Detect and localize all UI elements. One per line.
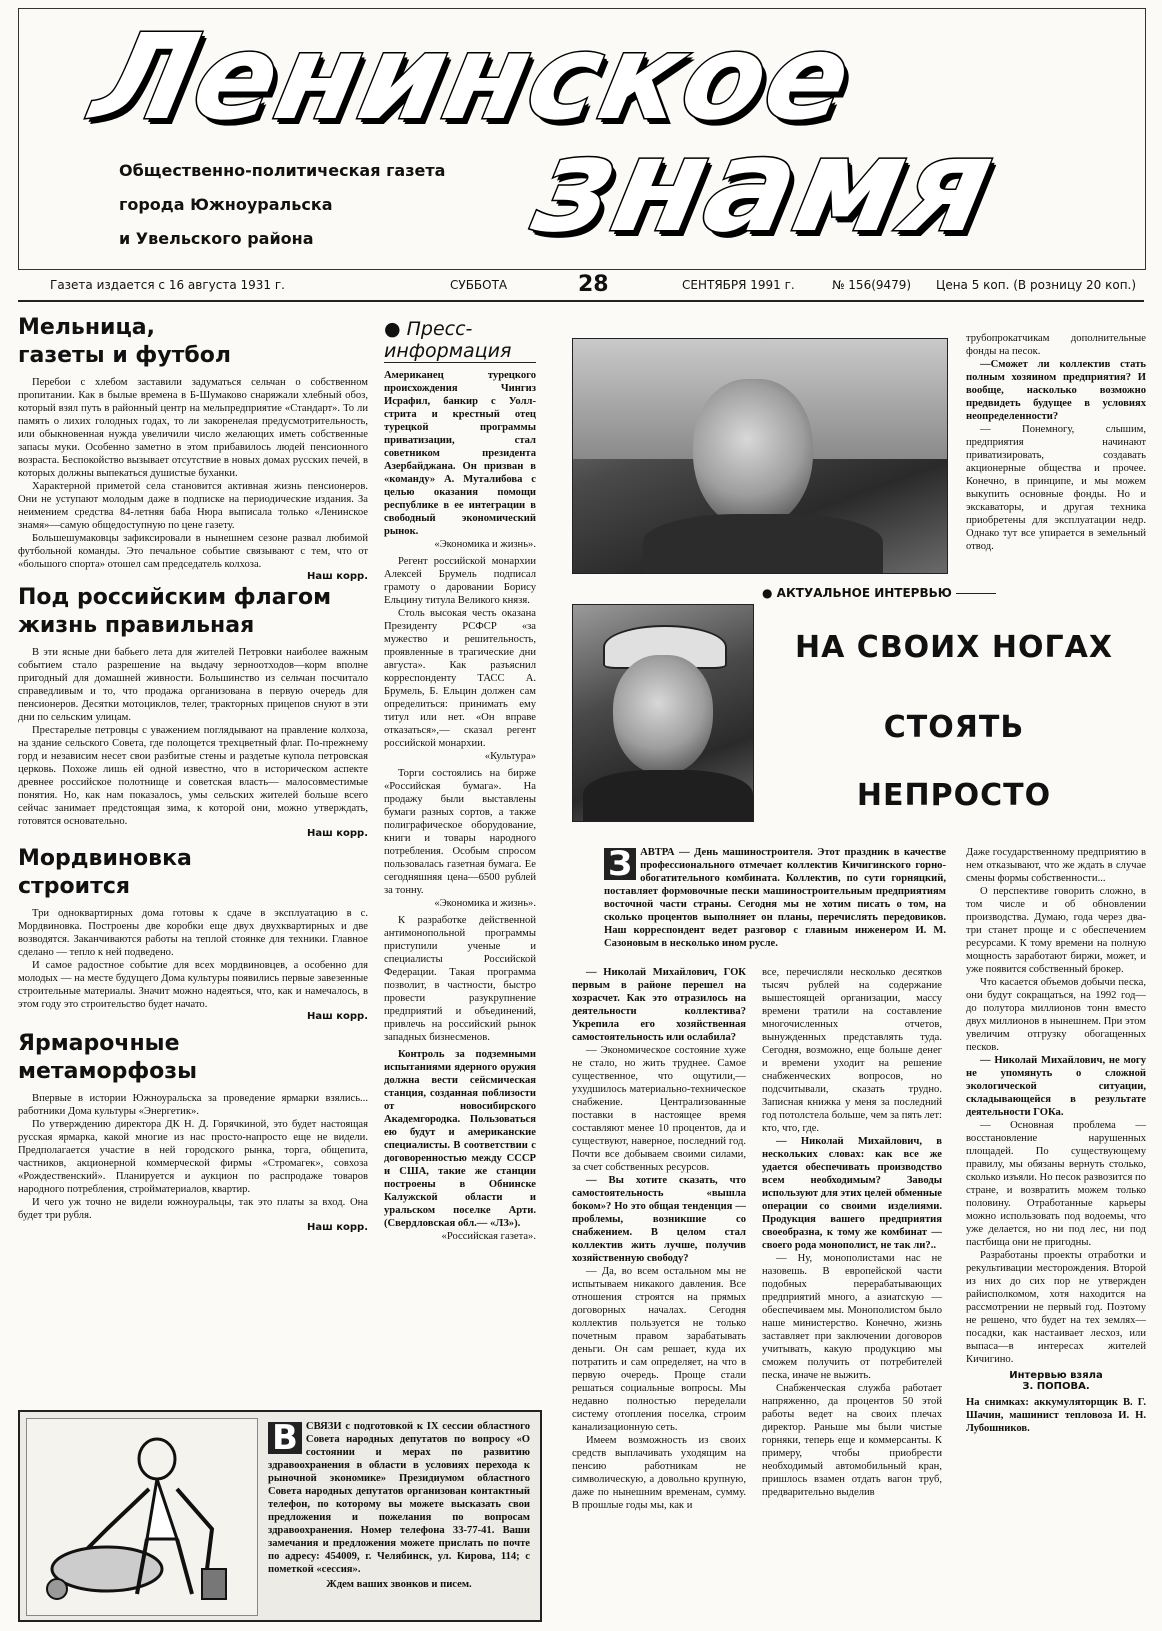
cartoon-illustration (26, 1418, 258, 1616)
interview-answer: — Понемногу, слышим, предприятия начинают приватизировать, создавать акционерные общества и прочее. Конечно, в принципе, и мы можем выкупить основные фонды. Но и экскаваторы, и другая техника приобретены для эксплуатации недр. Однако тут все упирается в земельный отвод. (966, 424, 1146, 552)
interview-question: — Николай Михайлович, ГОК первым в районе перешел на хозрасчет. Как это отразилось на деятельности коллектива? Укрепила его хозяйственная самостоятельность или ослабила? (572, 967, 746, 1043)
article-2-title-line-2: жизнь правильная (18, 613, 255, 638)
dateline-weekday: СУББОТА (450, 278, 508, 292)
interview-rubric: ● АКТУАЛЬНОЕ ИНТЕРВЬЮ (762, 586, 1146, 602)
article-2-signature: Наш корр. (307, 828, 368, 839)
subtitle-1: Общественно-политическая газета (119, 161, 446, 180)
notice-text: В СВЯЗИ с подготовкой к IX сессии областного Совета народных депутатов по вопросу «О состоянии и мерах по развитию здравоохранения в области в условиях перехода к рыночной экономике» Президиумом областного Совета народных депутатов организован контактный телефон, по которому вы можете высказать свои предложения и пожелания по вопросам здравоохранения. Номер телефона 33-77-41. Ваши замечания и предложения можете прислать по почте по адресу: 454009, г. Челябинск, ул. Кирова, 114; с пометкой «сессия». (268, 1418, 530, 1575)
dateline-month-year: СЕНТЯБРЯ 1991 г. (682, 278, 795, 292)
interview-author-name: З. ПОПОВА. (1022, 1381, 1090, 1392)
notice-closing: Ждем ваших звонков и писем. (326, 1579, 472, 1590)
interview-question: —Сможет ли коллектив стать полным хозяином предприятия? И вообще, насколько возможно предвидеть будущее в условиях неопределенности? (966, 359, 1146, 422)
interview-lead (604, 846, 946, 950)
press-item: Торги состоялись на бирже «Российская бумага». На продажу были выставлены бумаги разных сортов, а также полиграфическое оборудование, книги и товары народного потребления. Особым спросом пользовалась газетная бумага. Ее сегодняшняя цена—6500 рублей за тонну. (384, 768, 536, 896)
notice-text-block (268, 1420, 530, 1591)
interview-answer: — Экономическое состояние хуже не стало, но жить труднее. Самое существенное, что ощутили,— ухудшилось материально-техническое снабжение. Централизованные поставки в настоящее время составляют менее 10 процентов, да и существуют, наверное, последний год. Почти все добываем своими силами, за счет собственных ресурсов. (572, 1045, 746, 1173)
article-4-title-line-1: Ярмарочные (18, 1031, 180, 1056)
interview-top-right (966, 332, 1146, 553)
worker-2-face (613, 655, 713, 775)
column-press-info (384, 318, 536, 1243)
worker-2-shoulders (583, 770, 753, 822)
photo-worker-2 (572, 604, 754, 822)
dateline-issue: № 156(9479) (832, 278, 912, 292)
interview-text: трубопрокатчикам дополнительные фонды на песок. (966, 333, 1146, 357)
article-3-paragraph: И самое радостное событие для всех мордвиновцев, а особенно для молодых — на месте будущего Дома культуры появились первые завезенные строительные материалы. Значит можно надеяться, что, как и намечалось, в этом году это строительство будет начато. (18, 960, 368, 1010)
logo-line-2: знамя (522, 109, 1008, 261)
press-rubric-line-2: информация (384, 340, 536, 363)
interview-answer: Снабженческая служба работает напряженно, да процентов 50 этой работы ведет на своих плечах директор. Раньше мы были чистые горняки, теперь еще и коммерсанты. К примеру, чтобы приобрести необходимый автомобильный кран, пришлось взамен отдать вагон труб, предварительно выделив (762, 1383, 942, 1498)
article-3-title-line-1: Мордвиновка (18, 846, 192, 871)
cartoon-illustration-drawing (27, 1419, 257, 1615)
interview-question: — Вы хотите сказать, что самостоятельность «вышла боком»? Но это общая тенденция — проблемы, возникшие со снабжением. В целом стал коллектив жить лучше, получив хозяйственную свободу? (572, 1175, 746, 1264)
interview-author-label: Интервью взяла (1009, 1370, 1103, 1381)
worker-1-face (693, 379, 813, 529)
article-4-signature: Наш корр. (307, 1222, 368, 1233)
press-item: К разработке действенной антимонопольной программы приступили ученые и специалисты Российской Федерации. Такая программа позволит, в частности, быстро провести разукрупнение предприятий и объединений, привлечь на российский рынок западных бизнесменов. (384, 915, 536, 1043)
interview-answer: — Основная проблема — восстановление нарушенных площадей. По существующему правилу, мы обязаны вернуть столько, сколько изъяли. Но песок развозится по стране, и возвратить можем только половину. Отработанные карьеры можно использовать под водоемы, что уже делается, но ни под лес, ни под пастбища они не пригодны. (966, 1120, 1146, 1248)
press-source: «Экономика и жизнь». (434, 898, 536, 909)
interview-question: — Николай Михайлович, не могу не упомянуть о сложной экологической ситуации, складывающейся в результате деятельности ГОКа. (966, 1055, 1146, 1118)
interview-column-3 (966, 846, 1146, 1435)
article-1-title-line-2: газеты и футбол (18, 343, 231, 368)
article-1-signature: Наш корр. (307, 571, 368, 582)
article-1-title-line-1: Мельница, (18, 315, 155, 340)
press-rubric-line-1: ● Пресс- (384, 318, 473, 340)
press-item: Регент российской монархии Алексей Брумель подписал грамоту о даровании Борису Ельцину титула Великого князя. (384, 556, 536, 606)
headline-line-1: НА СВОИХ НОГАХ (795, 630, 1113, 665)
subtitle-3: и Увельского района (119, 229, 314, 248)
article-2-paragraph: В эти ясные дни бабьего лета для жителей Петровки наиболее важным событием стало разрешение на выдачу зерноотходов—корм вполне пригодный для домашней живности. Большинство из сельчан посчитало справедливым и то, что продажа организована в первую очередь для пенсионеров. Десятки мотоциклов, телег, тракторных прицепов снуют в эти дни по сельским улицам. (18, 647, 368, 723)
article-2-title-line-1: Под российским флагом (18, 585, 332, 610)
subtitle-2: города Южноуральска (119, 195, 333, 214)
article-4-paragraph: И чего уж точно не видели южноуральцы, так это платы за вход. Она будет три рубля. (18, 1197, 368, 1221)
press-item: Американец турецкого происхождения Чингиз Исрафил, банкир с Уолл-стрита и крестный отец турецкой программы приватизации, стал советником президента Азербайджана. Он призван в «команду» А. Муталибова с целью оказания помощи республике в ее интеграции в свободный экономический рынок. (384, 370, 536, 537)
press-item: Столь высокая честь оказана Президенту РСФСР «за мужество и решительность, проявленные в трагические дни августа». Как разъяснил корреспонденту ТАСС А. Брумель, Б. Ельцин должен сам определиться: принимать ему титул или нет. «Он вправе отказаться»,— сказал регент российской монархии. (384, 608, 536, 749)
article-1-paragraph: Большешумаковцы зафиксировали в нынешнем сезоне развал любимой футбольной команды. Это печальное событие связывают с тем, что от «большого спорта» отошел сам председатель колхоза. (18, 533, 368, 570)
dateline (18, 272, 1144, 302)
interview-answer: — Да, во всем остальном мы не испытываем никакого давления. Все отношения строятся на прямых договорных началах. Сегодня коллектив пользуется не только почетным правом зарабатывать деньги. Он сам решает, куда их потратить и сам определяет, на что в первую очередь. Проще стали решаться социальные вопросы. Мы недавно полностью переделали систему отопления поселка, строим канализационную сеть. (572, 1266, 746, 1433)
photo-caption: На снимках: аккумуляторщик В. Г. Шачин, машинист тепловоза И. Н. Лубошников. (966, 1397, 1146, 1434)
notice-box (18, 1410, 542, 1622)
article-1-paragraph: Характерной приметой села становится активная жизнь пенсионеров. Они не уступают молодым даже в подписке на периодические издания. За неимением средства 84-летняя баба Нюра выписала только «Ленинское знамя»—самую общедоступную по цене газету. (18, 481, 368, 531)
masthead (18, 8, 1146, 270)
article-4-paragraph: По утверждению директора ДК Н. Д. Горячкиной, это будет настоящая русская ярмарка, какой многие из нас просто-напросто еще не видели. Предполагается участие в ней городского рынка, торга, общепита, частников, акционерной коммерческой фирмы «Стромагек», совхоза «Рождественский». Планируется и аукцион по распродаже товаров народного потребления, стройматериалов, квартир. (18, 1119, 368, 1195)
press-item: Контроль за подземными испытаниями ядерного оружия должна вести сейсмическая станция, созданная поблизости от новосибирского Академгородка. Пользоваться ею будут и американские специалисты. В соответствии с договоренностью между СССР и США, такие же станции построены в Обнинске Калужской области и уральском поселке Арти. (Свердловская обл.— «ЛЗ»). (384, 1049, 536, 1229)
column-local-news (18, 314, 368, 1233)
headline-line-2: СТОЯТЬ (883, 710, 1025, 745)
photo-worker-1 (572, 338, 948, 574)
dateline-since: Газета издается с 16 августа 1931 г. (50, 278, 285, 292)
dateline-price: Цена 5 коп. (В розницу 20 коп.) (936, 278, 1137, 292)
interview-column-1 (572, 966, 746, 1512)
logo-line-1: Ленинское (82, 8, 865, 146)
press-source: «Экономика и жизнь». (434, 539, 536, 550)
article-2-paragraph: Престарелые петровцы с уважением поглядывают на правление колхоза, на здание сельского Совета, где полощется трехцветный флаг. По-прежнему горд и независим несет свои разбитые стены и раздетые купола петровская церковь. Похоже лишь ей одной известно, что в историческом аспекте древнее российское полотнище и советская власть— малосовместимые понятия. Но, как нам показалось, умы сельских жителей больше всего сейчас занимает предстоящая зима, к которой они, можно утверждать, готовятся основательно. (18, 725, 368, 827)
interview-answer: — Ну, монополистами нас не назовешь. В европейской части подобных перерабатывающих предприятий много, а азиатскую — обеспечиваем мы. Монополистом было наше министерство. Конечно, жизнь заставляет при заключении договоров учитывать, какую продукцию мы сможем получить от потребителей песка, иначе не выжить. (762, 1253, 942, 1381)
article-4-paragraph: Впервые в истории Южноуральска за проведение ярмарки взялись... работники Дома культуры «Энергетик». (18, 1093, 368, 1117)
headline-line-3: НЕПРОСТО (856, 778, 1052, 813)
interview-answer: Что касается объемов добычи песка, они будут сокращаться, на 1992 год— до полутора миллионов тонн вместо двух миллионов в нынешнем. При этом увеличим отгрузку обогащенных песков. (966, 977, 1146, 1053)
interview-answer: все, перечисляли несколько десятков тысяч рублей на содержание вышестоящей организации, массу времени тратили на составление многочисленных отчетов, вынужденных представлять туда. Сегодня, возможно, еще больше денег и времени уходит на решение снабженческих вопросов, но подсчитывали, сказать трудно. Записная книжка у меня за последний год потолстела больше, чем за пять лет: кто, что, где. (762, 967, 942, 1134)
article-1-paragraph: Перебои с хлебом заставили задуматься сельчан о собственном пропитании. Как в былые времена в Б-Шумаково снаряжали хлебный обоз, который взял путь в районный центр на мельпредприятие «Стандарт». То ли память о лихих голодных годах, то ли закоренелая предусмотрительность, или обыкновенная нужда увеличили число желающих иметь собственные запасы муки. Особенно заметно в этом прибавилось людей пенсионного возраста. Беспокойство вызывает отсутствие в новых домах русских печей, в которых должны выпекаться душистые буханки. (18, 377, 368, 479)
article-3-title-line-2: строится (18, 874, 130, 899)
press-source: «Культура» (484, 751, 536, 762)
press-source: «Российская газета». (441, 1231, 536, 1242)
interview-lead-text: З АВТРА — День машиностроителя. Этот праздник в качестве профессионального отмечает коллектив Кичигинского горно-обогатительного комбината. Коллектив, по сути горняцкий, поставляет формовочные пески машиностроительным предприятиям восточной части страны. Сегодня мы не хотим писать о том, на сколько процентов выполняет он планы, перечислять передовиков. Наш корреспондент ведет разговор с главным инженером И. М. Сазоновым в несколько ином русле. (604, 844, 946, 949)
interview-answer: О перспективе говорить сложно, в том числе и об обновлении производства. Думаю, года через два-три станет проще и с обеспечением ресурсами. К тому времени на полную мощность заработают биржи, может, и уже появится собственный брокер. (966, 886, 1146, 975)
interview-answer: Даже государственному предприятию в нем отказывают, что же ждать в случае смены формы собственности... (966, 847, 1146, 884)
dateline-day: 28 (578, 272, 609, 297)
worker-1-shoulders (643, 514, 883, 574)
article-3-signature: Наш корр. (307, 1011, 368, 1022)
article-3-paragraph: Три одноквартирных дома готовы к сдаче в эксплуатацию в с. Мордвиновка. Построены две коробки еще двух двухквартирных и две возводятся. Заканчиваются работы на теплой стоянке для техники. Главное сделано — тепло к ней подведено. (18, 908, 368, 958)
interview-answer: Имеем возможность из своих средств выплачивать уходящим на пенсию работникам не символическую, а довольно крупную, даже по нынешним временам, сумму. В прошлые годы мы, как и (572, 1435, 746, 1511)
interview-question: — Николай Михайлович, в нескольких словах: как все же удается обеспечивать производство всем необходимым? Заводы используют для этих целей обменные операции со своими изделиями. Продукция вашего предприятия своеобразна, к тому же комбинат — своего рода монополист, не так ли?.. (762, 1136, 942, 1251)
interview-answer: Разработаны проекты отработки и рекультивации месторождения. Второй из них до сих пор не утвержден райисполкомом, хотя находится на рассмотрении не первый год. Поэтому не решено, что будет на тех землях—посадки, как настаивает лесхоз, или выпаса—в интересах жителей Кичигино. (966, 1250, 1146, 1365)
interview-column-2 (762, 966, 942, 1499)
article-4-title-line-2: метаморфозы (18, 1059, 197, 1084)
